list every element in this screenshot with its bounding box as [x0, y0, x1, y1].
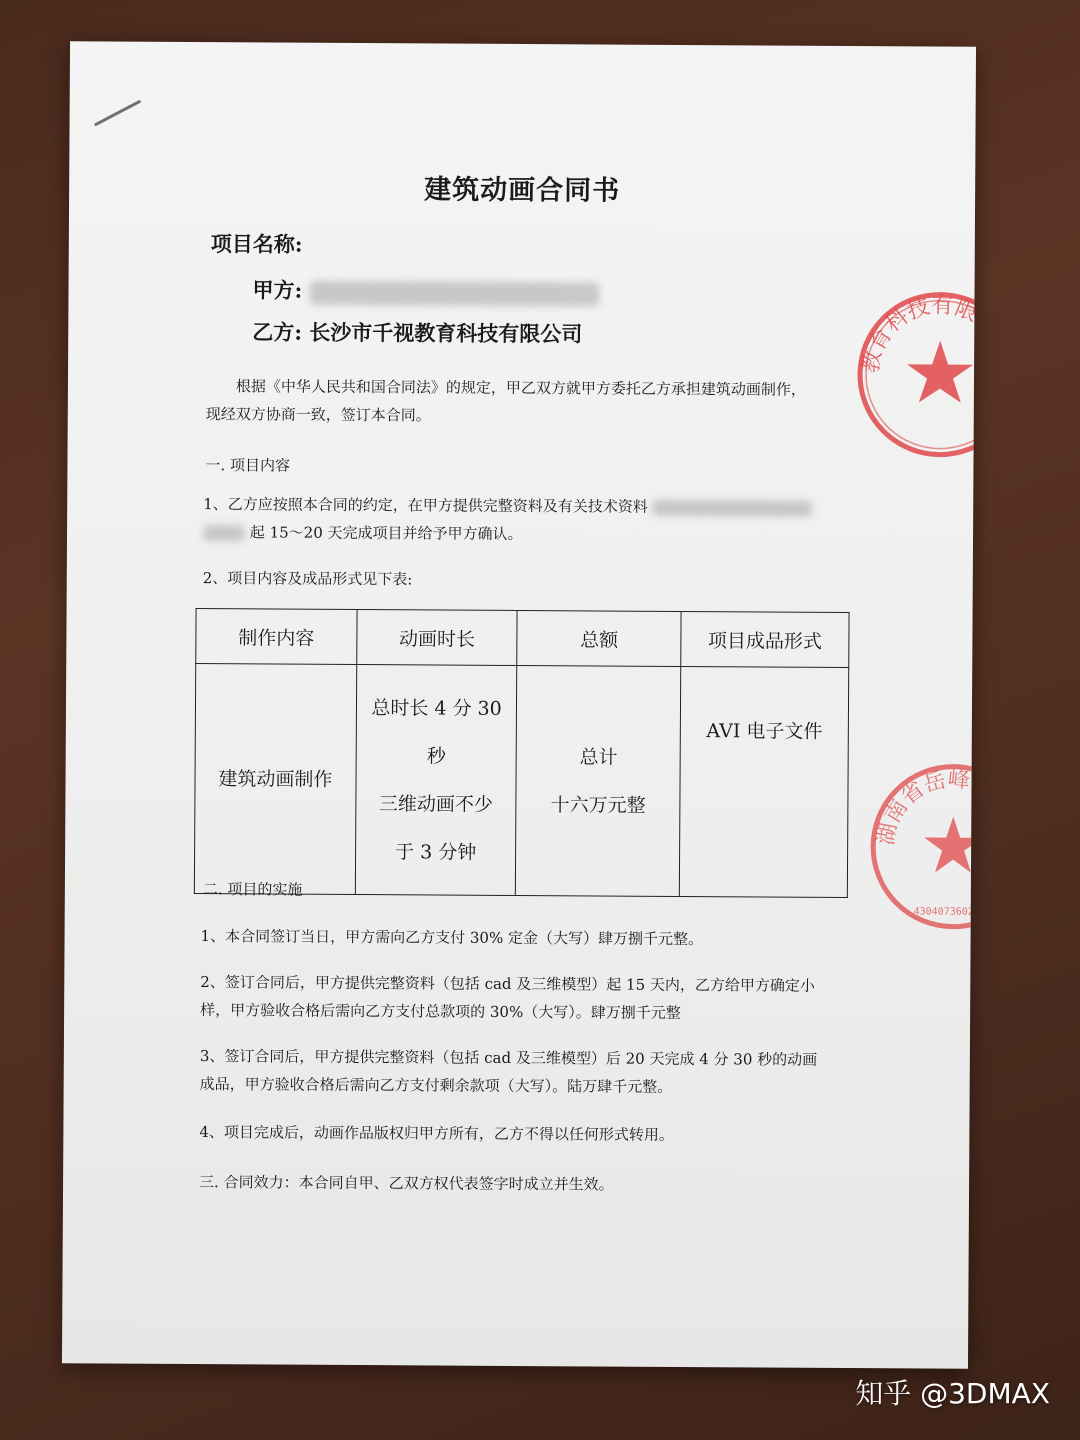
s1-item1-line2: 起 15～20 天完成项目并给予甲方确认。: [249, 523, 523, 544]
party-b-name: 长沙市千视教育科技有限公司: [309, 319, 583, 347]
section-3: 三. 合同效力：本合同自甲、乙双方权代表签字时成立并生效。: [199, 1173, 614, 1194]
duration-line-3: 三维动画不少: [378, 792, 494, 816]
section-1-heading: 一. 项目内容: [205, 456, 291, 475]
seal-star-icon: [907, 340, 973, 402]
document-title: 建筑动画合同书: [424, 174, 621, 207]
party-a-redacted: [310, 280, 600, 306]
header-content: 制作内容: [196, 609, 357, 665]
section-1-item-2: 2、项目内容及成品形式见下表:: [202, 569, 413, 589]
preamble-line-1: 根据《中华人民共和国合同法》的规定，甲乙双方就甲方委托乙方承担建筑动画制作，: [235, 377, 807, 399]
seal-bottom-text: 湖南省岳峰置: [873, 766, 998, 848]
party-b-label: 乙方:: [252, 319, 303, 345]
cell-total: [516, 665, 681, 896]
party-a-row: [252, 274, 599, 306]
duration-line-2: 秒: [426, 744, 446, 768]
section-2-item-1: 1、本合同签订当日，甲方需向乙方支付 30% 定金（大写）肆万捌千元整。: [200, 927, 704, 949]
redacted-text-2: [203, 525, 245, 541]
s2-item2-line1: 2、签订合同后，甲方提供完整资料（包括 cad 及三维模型）起 15 天内，乙方给甲方确定小: [200, 973, 816, 995]
duration-line-4: 于 3 分钟: [395, 840, 477, 864]
seal-star-icon-2: [924, 816, 976, 872]
seal-number: 4304073602228: [913, 906, 992, 918]
site-watermark: 知乎 @3DMAX: [855, 1377, 1050, 1410]
total-line-2: 十六万元整: [550, 793, 646, 817]
party-a-label: 甲方:: [252, 277, 303, 303]
s2-item2-line2: 样，甲方验收合格后需向乙方支付总款项的 30%（大写）。肆万捌千元整: [200, 1001, 681, 1022]
seal-top-text: 教育科技有限公司: [858, 293, 1018, 376]
preamble-line-2: 现经双方协商一致，签订本合同。: [205, 405, 431, 425]
section-2-item-4: 4、项目完成后，动画作品版权归甲方所有，乙方不得以任何形式转用。: [199, 1123, 674, 1144]
table-row: [194, 664, 848, 898]
project-table: [194, 608, 850, 898]
staple-mark: [94, 100, 141, 127]
svg-text:教育科技有限公司: [858, 293, 1018, 376]
section-2-heading: 二. 项目的实施: [202, 880, 303, 899]
cell-content: 建筑动画制作: [194, 664, 356, 895]
section-2-item-2: [200, 968, 860, 1028]
total-line-1: 总计: [579, 745, 618, 769]
cell-format: AVI 电子文件: [679, 666, 848, 897]
s2-item3-line2: 成品，甲方验收合格后需向乙方支付剩余款项（大写）。陆万肆千元整。: [199, 1075, 673, 1096]
s2-item3-line1: 3、签订合同后，甲方提供完整资料（包括 cad 及三维模型）后 20 天完成 4 分 30 秒的动画: [199, 1047, 818, 1069]
party-b-row: [252, 316, 582, 348]
section-2-item-3: [200, 1042, 860, 1102]
svg-text:湖南省岳峰置: [873, 766, 998, 848]
project-name-label: 项目名称:: [210, 231, 303, 257]
company-seal-top: [839, 274, 1018, 475]
header-total: 总额: [517, 610, 681, 666]
preamble: [206, 372, 886, 432]
header-duration: 动画时长: [356, 610, 517, 666]
cell-duration: [355, 665, 517, 896]
company-seal-bottom: [853, 746, 998, 947]
duration-line-1: 总时长 4 分 30: [371, 696, 502, 720]
redacted-text-1: [652, 500, 812, 517]
section-1-item-1: [203, 490, 883, 550]
s1-item1-line1: 1、乙方应按照本合同的约定，在甲方提供完整资料及有关技术资料: [203, 495, 648, 516]
header-format: 项目成品形式: [681, 611, 849, 667]
table-header-row: [196, 609, 849, 668]
contract-paper: [62, 41, 1018, 1369]
